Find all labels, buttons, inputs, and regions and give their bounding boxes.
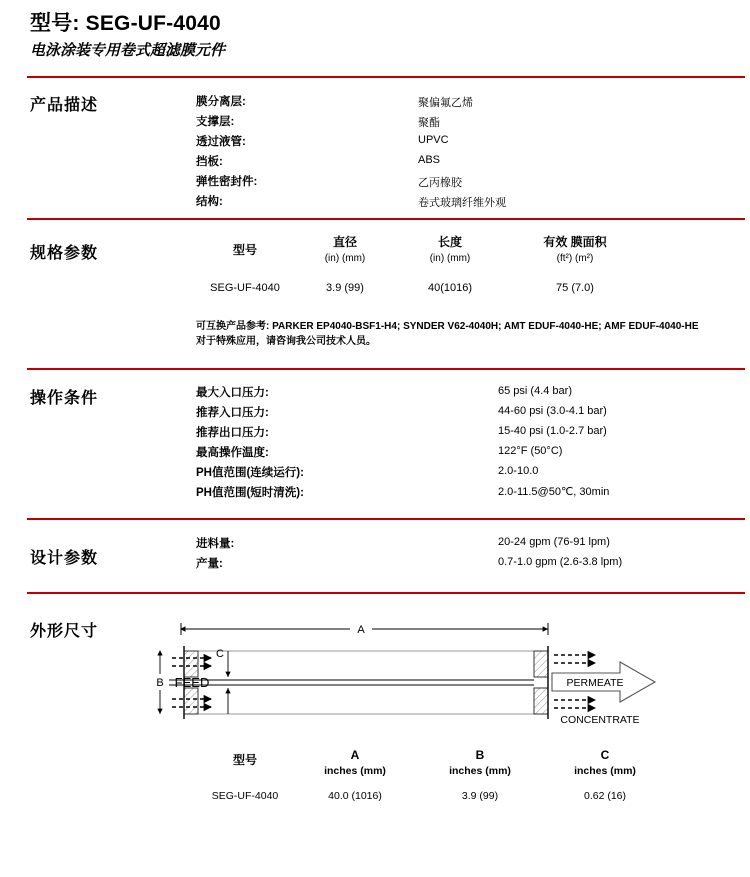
spec-header-length-units: (in) (mm) (429, 253, 471, 264)
document-header (30, 10, 720, 63)
dim-value-model: SEG-UF-4040 (211, 790, 279, 802)
spec-header-diameter: 直径 (332, 235, 357, 249)
operating-condition-value: 122°F (50°C) (498, 445, 563, 457)
spec-value-membrane-area: 75 (7.0) (556, 282, 594, 294)
product-description-key: 结构: (196, 196, 223, 208)
product-description-key: 透过液管: (196, 136, 246, 148)
operating-condition-value: 2.0-11.5@50℃, 30min (498, 486, 610, 498)
divider-rule-2 (27, 218, 745, 220)
product-description-key: 膜分离层: (196, 96, 246, 108)
operating-condition-value: 2.0-10.0 (498, 465, 539, 477)
list-item (196, 93, 716, 113)
spec-value-length: 40(1016) (427, 282, 473, 294)
concentrate-label: CONCENTRATE (560, 714, 640, 726)
list-item (196, 384, 726, 404)
membrane-element-drawing (150, 618, 670, 728)
dimension-label-b: B (156, 677, 164, 689)
page-subtitle: 电泳涂装专用卷式超滤膜元件 (30, 42, 226, 59)
special-application-note: 对于特殊应用，请咨询我公司技术人员。 (196, 336, 376, 347)
list-item (196, 444, 726, 464)
divider-rule-3 (27, 368, 745, 370)
dim-header-a: A (350, 748, 360, 762)
spec-header-membrane-area: 有效 膜面积 (543, 235, 607, 249)
product-description-key: 弹性密封件: (196, 176, 258, 188)
spec-header-length: 长度 (437, 235, 462, 249)
section-title-product-description: 产品描述 (30, 97, 99, 114)
product-description-value: 乙丙橡胶 (418, 177, 462, 189)
list-item (196, 404, 726, 424)
list-item (196, 193, 716, 213)
section-title-design-parameters: 设计参数 (30, 550, 99, 567)
list-item (196, 173, 716, 193)
list-item (196, 555, 726, 575)
design-parameter-key: 进料量: (196, 538, 235, 550)
spec-header-diameter-units: (in) (mm) (324, 253, 366, 264)
product-description-key: 支撑层: (196, 116, 235, 128)
product-description-value: 聚酯 (418, 117, 440, 129)
design-parameter-key: 产量: (196, 558, 223, 570)
page-title: 型号: SEG-UF-4040 (30, 12, 221, 35)
dimension-label-c: C (216, 648, 224, 660)
spec-header-model: 型号 (232, 243, 257, 257)
product-description-value: ABS (418, 154, 441, 166)
operating-condition-key: PH值范围(短时清洗): (196, 487, 304, 499)
list-item (196, 113, 716, 133)
operating-condition-key: 最高操作温度: (196, 447, 269, 459)
section-title-operating-conditions: 操作条件 (30, 390, 99, 407)
membrane-element-diagram (150, 618, 670, 733)
dim-header-c-units: inches (mm) (574, 765, 636, 777)
list-item (196, 484, 726, 504)
dim-header-b: B (475, 748, 485, 762)
dim-value-b: 3.9 (99) (461, 790, 499, 802)
interchangeable-products-note: 可互换产品参考: PARKER EP4040-BSF1-H4; SYNDER V62-4040H; AMT EDUF-4040-HE; AMF EDUF-4040-HE (196, 321, 699, 332)
product-description-value: 卷式玻璃纤维外观 (418, 197, 506, 209)
dim-value-a: 40.0 (1016) (328, 790, 382, 802)
dim-header-b-units: inches (mm) (449, 765, 511, 777)
operating-condition-value: 44-60 psi (3.0-4.1 bar) (498, 405, 607, 417)
operating-conditions-list (196, 384, 726, 504)
product-description-key: 挡板: (196, 156, 223, 168)
list-item (196, 535, 726, 555)
operating-condition-value: 15-40 psi (1.0-2.7 bar) (498, 425, 607, 437)
product-description-value: 聚偏氟乙烯 (418, 97, 473, 109)
section-title-dimensions: 外形尺寸 (30, 623, 99, 640)
permeate-label: PERMEATE (566, 677, 624, 689)
dim-header-c: C (600, 748, 610, 762)
design-parameter-value: 20-24 gpm (76-91 lpm) (498, 536, 610, 548)
operating-condition-key: 推荐出口压力: (196, 427, 269, 439)
dim-header-model: 型号 (232, 753, 257, 767)
feed-label: FEED (174, 675, 210, 690)
design-parameter-value: 0.7-1.0 gpm (2.6-3.8 lpm) (498, 556, 623, 568)
list-item (196, 464, 726, 484)
divider-rule-1 (27, 76, 745, 78)
list-item (196, 424, 726, 444)
divider-rule-5 (27, 592, 745, 594)
dim-header-a-units: inches (mm) (324, 765, 386, 777)
operating-condition-value: 65 psi (4.4 bar) (498, 385, 572, 397)
operating-condition-key: PH值范围(连续运行): (196, 467, 304, 479)
spec-value-model: SEG-UF-4040 (210, 282, 280, 294)
spec-value-diameter: 3.9 (99) (326, 282, 364, 294)
divider-rule-4 (27, 518, 745, 520)
operating-condition-key: 推荐入口压力: (196, 407, 269, 419)
product-description-list (196, 93, 716, 213)
product-description-value: UPVC (418, 134, 449, 146)
operating-condition-key: 最大入口压力: (196, 387, 269, 399)
section-title-specifications: 规格参数 (30, 245, 99, 262)
dimension-label-a: A (357, 624, 365, 636)
spec-header-membrane-area-units: (ft²) (m²) (556, 253, 594, 264)
dim-value-c: 0.62 (16) (583, 790, 627, 802)
design-parameters-list (196, 535, 726, 575)
list-item (196, 153, 716, 173)
list-item (196, 133, 716, 153)
